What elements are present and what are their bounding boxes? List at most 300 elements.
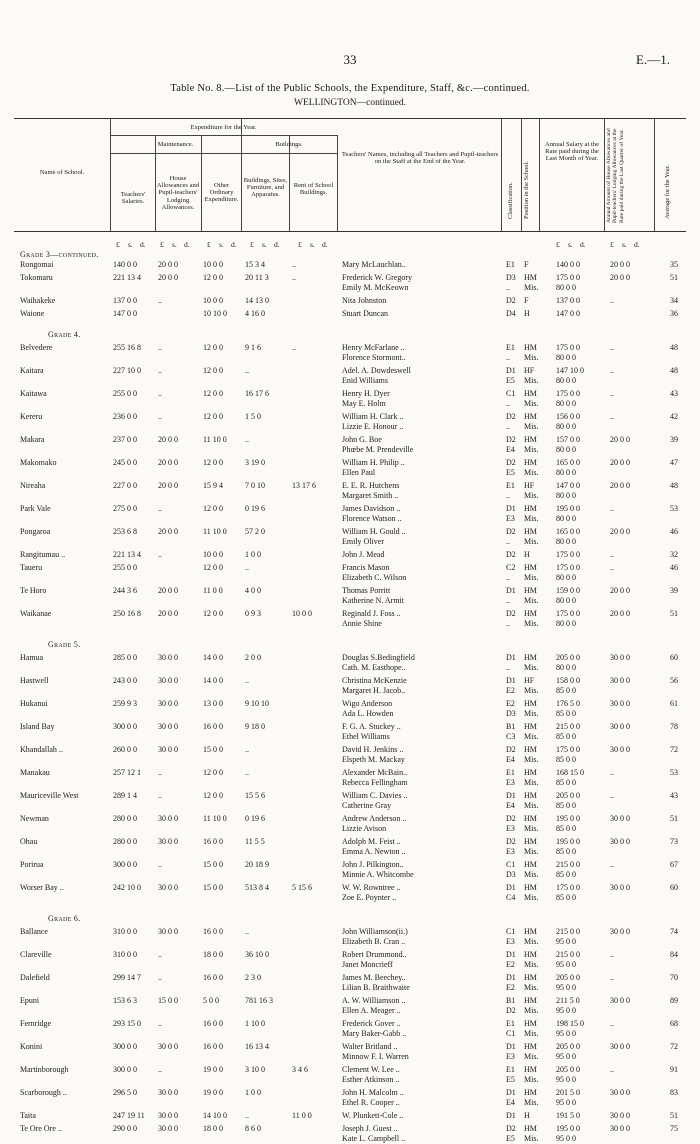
teacher-name: Henry McFarlane .. xyxy=(342,342,405,352)
house-allowance: 20 0 0 xyxy=(158,480,178,490)
school-name: Taita xyxy=(20,1111,36,1120)
classification: C1 xyxy=(506,388,516,398)
position: HM xyxy=(524,744,537,754)
teachers-salary: 255 16 8 xyxy=(113,342,141,352)
teachers-salary: 275 0 0 xyxy=(113,503,137,513)
annual-salary: 95 0 0 xyxy=(556,960,576,970)
teacher-name: Wigo Anderson xyxy=(342,698,393,708)
annual-allowance: 30 0 0 xyxy=(610,721,630,731)
table-title: Table No. 8.—List of the Public Schools, the Expenditure, Staff, &c.—continued. xyxy=(170,83,530,94)
house-allowance: .. xyxy=(158,950,162,959)
position: HM xyxy=(524,434,537,444)
table-row xyxy=(0,893,700,903)
annual-salary-header: Annual Salary at the Rate paid during the Last Month of Year. xyxy=(544,141,599,163)
annual-salary: 137 0 0 xyxy=(556,296,580,305)
other-expenditure: 11 10 0 xyxy=(203,434,227,444)
classification: D4 xyxy=(506,308,516,318)
classification: D2 xyxy=(506,813,516,823)
classification: E3 xyxy=(506,1052,515,1062)
classification: .. xyxy=(506,595,510,605)
classification: E3 xyxy=(506,778,515,787)
average-header: Average for the Year. xyxy=(664,164,671,219)
teacher-name: Margaret Smith .. xyxy=(342,491,399,500)
teachers-salary: 221 13 4 xyxy=(113,273,141,282)
classification: D1 xyxy=(506,882,516,892)
school-name: Waikanae xyxy=(20,608,52,618)
other-expenditure: 15 0 0 xyxy=(203,882,223,892)
annual-salary: 175 0 0 xyxy=(556,562,580,572)
buildings-expenditure: 9 18 0 xyxy=(245,721,265,731)
buildings-expenditure: 57 2 0 xyxy=(245,526,265,536)
annual-salary: 175 0 0 xyxy=(556,882,580,892)
annual-allowance: .. xyxy=(610,562,614,572)
house-allowance: .. xyxy=(158,549,162,559)
table-row xyxy=(0,389,700,399)
position: Mis. xyxy=(524,422,539,431)
annual-salary: 215 0 0 xyxy=(556,721,580,731)
school-name: Dalefield xyxy=(20,973,50,982)
buildings-expenditure: 14 13 0 xyxy=(245,296,269,305)
table-row xyxy=(0,609,700,619)
annual-allowance: 30 0 0 xyxy=(610,675,630,685)
table-row xyxy=(0,768,700,778)
teacher-name: Mary McLauchlan.. xyxy=(342,260,406,270)
average-attendance: 91 xyxy=(670,1065,678,1074)
unit-shilling: s. xyxy=(128,240,133,249)
school-name: Epuni xyxy=(20,996,40,1005)
average-attendance: 42 xyxy=(670,411,678,421)
position: Mis. xyxy=(524,870,539,879)
buildings-expenditure: .. xyxy=(245,434,249,444)
teachers-salary: 280 0 0 xyxy=(113,813,137,823)
classification: D2 xyxy=(506,526,516,536)
average-attendance: 78 xyxy=(670,721,678,731)
house-allowance: .. xyxy=(158,1065,162,1074)
school-name: Rangitumau .. xyxy=(20,549,66,559)
annual-allowance: 30 0 0 xyxy=(610,882,630,892)
other-expenditure: 11 10 0 xyxy=(203,526,227,536)
school-name: Ohau xyxy=(20,836,38,846)
house-allowance: 30 0 0 xyxy=(158,882,178,892)
school-name: Rongomai xyxy=(20,260,54,270)
teacher-name: Elizabeth C. Wilson xyxy=(342,572,407,582)
annual-salary: 85 0 0 xyxy=(556,709,576,718)
school-name: Nireaha xyxy=(20,480,46,490)
annual-salary: 95 0 0 xyxy=(556,983,576,993)
teacher-name: William C. Davies .. xyxy=(342,790,408,800)
other-expenditure: 11 10 0 xyxy=(203,813,227,823)
position: HM xyxy=(524,526,537,536)
annual-allowance: 30 0 0 xyxy=(610,1111,630,1120)
table-row xyxy=(0,586,700,596)
other-expenditure: 12 0 0 xyxy=(203,790,223,800)
average-attendance: 89 xyxy=(670,996,678,1005)
annual-salary: 80 0 0 xyxy=(556,514,576,523)
classification: E2 xyxy=(506,698,515,708)
name-of-school-header: Name of School. xyxy=(39,169,85,176)
table-row xyxy=(0,422,700,432)
house-allowance: 20 0 0 xyxy=(158,260,178,270)
unit-pence: d. xyxy=(322,240,328,249)
annual-salary: 85 0 0 xyxy=(556,732,576,741)
position: Mis. xyxy=(524,353,539,362)
buildings-expenditure: 9 1 6 xyxy=(245,342,261,352)
position: Mis. xyxy=(524,618,539,628)
teachers-salary: 299 14 7 xyxy=(113,973,141,982)
currency-units-row xyxy=(0,240,700,250)
teachers-salary: 260 0 0 xyxy=(113,744,137,754)
classification: .. xyxy=(506,491,510,500)
table-row xyxy=(0,1052,700,1062)
annual-salary: 215 0 0 xyxy=(556,927,580,936)
school-name: Hamua xyxy=(20,652,44,662)
table-row xyxy=(0,412,700,422)
classification: D1 xyxy=(506,973,516,982)
maintenance-header: Maintenance. xyxy=(157,141,194,148)
table-row xyxy=(0,619,700,629)
position: Mis. xyxy=(524,1029,539,1039)
unit-shilling: s. xyxy=(310,240,315,249)
school-name: Belvedere xyxy=(20,342,53,352)
rent-expenditure: 10 0 0 xyxy=(292,608,312,618)
classification: C4 xyxy=(506,893,516,902)
house-allowance: .. xyxy=(158,411,162,421)
table-row xyxy=(0,699,700,709)
average-attendance: 48 xyxy=(670,365,678,375)
table-row xyxy=(0,458,700,468)
classification: D2 xyxy=(506,457,516,467)
house-allowance: .. xyxy=(158,767,162,777)
teachers-salary: 227 10 0 xyxy=(113,365,141,375)
position: Mis. xyxy=(524,283,539,293)
rent-expenditure: 13 17 6 xyxy=(292,480,316,490)
house-allowances-header: House Allowances and Pupil-teachers' Lodging Allowances. xyxy=(156,175,200,211)
teacher-name: Enid Williams xyxy=(342,376,388,385)
teachers-salary: 227 0 0 xyxy=(113,480,137,490)
school-name: Scarborough .. xyxy=(20,1088,67,1097)
position: HM xyxy=(524,973,537,982)
teachers-salary: 259 9 3 xyxy=(113,698,137,708)
classification: .. xyxy=(506,422,510,431)
classification: C3 xyxy=(506,732,516,741)
classification-header: Classification. xyxy=(507,182,514,219)
position: HM xyxy=(524,562,537,572)
average-attendance: 48 xyxy=(670,480,678,490)
teacher-name: Ethel Williams xyxy=(342,732,390,741)
teacher-name: A. W. Williamson .. xyxy=(342,996,406,1005)
classification: .. xyxy=(506,663,510,672)
table-row xyxy=(0,983,700,993)
classification: .. xyxy=(506,399,510,408)
table-row xyxy=(0,527,700,537)
school-name: Te Ore Ore .. xyxy=(20,1123,62,1133)
unit-shilling: s. xyxy=(622,240,627,249)
school-name: Makomako xyxy=(20,457,57,467)
annual-salary: 85 0 0 xyxy=(556,755,576,764)
annual-salary: 95 0 0 xyxy=(556,1075,576,1085)
table-row xyxy=(0,537,700,547)
teachers-salary: 280 0 0 xyxy=(113,836,137,846)
annual-allowance: .. xyxy=(610,549,614,559)
teacher-name: Lizzie E. Honour .. xyxy=(342,422,404,431)
annual-salary: 80 0 0 xyxy=(556,663,576,672)
position: HM xyxy=(524,342,537,352)
annual-salary: 85 0 0 xyxy=(556,847,576,856)
classification: D3 xyxy=(506,870,516,879)
teacher-name: Minnow F. I. Warren xyxy=(342,1052,409,1062)
classification: B1 xyxy=(506,721,516,731)
school-name: Te Horo xyxy=(20,585,47,595)
position: Mis. xyxy=(524,960,539,970)
buildings-expenditure: .. xyxy=(245,767,249,777)
classification: E3 xyxy=(506,937,515,947)
annual-salary: 165 0 0 xyxy=(556,457,580,467)
buildings-expenditure: .. xyxy=(245,927,249,936)
table-row xyxy=(0,563,700,573)
table-row xyxy=(0,950,700,960)
classification: E2 xyxy=(506,960,515,970)
other-expenditure: 15 0 0 xyxy=(203,859,223,869)
classification: D1 xyxy=(506,675,516,685)
teachers-salary: 257 12 1 xyxy=(113,767,141,777)
classification: D1 xyxy=(506,585,516,595)
classification: D2 xyxy=(506,744,516,754)
teacher-name: Walter Britland .. xyxy=(342,1042,398,1051)
annual-salary: 80 0 0 xyxy=(556,468,576,477)
document-reference: E.—1. xyxy=(636,52,670,67)
teacher-name: John J. Mead xyxy=(342,549,385,559)
average-attendance: 48 xyxy=(670,342,678,352)
table-row xyxy=(0,445,700,455)
teacher-name: Andrew Anderson .. xyxy=(342,813,407,823)
other-expenditure: 12 0 0 xyxy=(203,342,223,352)
annual-allowance: 20 0 0 xyxy=(610,260,630,270)
average-attendance: 75 xyxy=(670,1123,678,1133)
other-expenditure: 10 0 0 xyxy=(203,549,223,559)
school-name: Khandallah .. xyxy=(20,744,63,754)
table-row xyxy=(0,663,700,673)
table-row xyxy=(0,399,700,409)
house-allowance: 30 0 0 xyxy=(158,813,178,823)
annual-salary: 195 0 0 xyxy=(556,1123,580,1133)
buildings-expenditure: 9 10 10 xyxy=(245,698,269,708)
teacher-name: Adel. A. Dowdeswell xyxy=(342,365,411,375)
house-allowance: .. xyxy=(158,859,162,869)
classification: D1 xyxy=(506,950,516,959)
classification: E4 xyxy=(506,445,515,454)
teacher-name: Clement W. Lee .. xyxy=(342,1065,400,1074)
school-name: Island Bay xyxy=(20,721,55,731)
average-attendance: 70 xyxy=(670,973,678,982)
teachers-salary: 255 0 0 xyxy=(113,562,137,572)
annual-allowance: .. xyxy=(610,411,614,421)
buildings-expenditure: 20 18 9 xyxy=(245,859,269,869)
teachers-salary: 285 0 0 xyxy=(113,652,137,662)
school-name: Kaitawa xyxy=(20,388,47,398)
table-row xyxy=(0,1065,700,1075)
teachers-salary: 290 0 0 xyxy=(113,1123,137,1133)
grade-heading-row xyxy=(0,640,700,650)
teachers-salary: 243 0 0 xyxy=(113,675,137,685)
teacher-name: Annie Shine xyxy=(342,618,382,628)
buildings-expenditure: .. xyxy=(245,1111,249,1120)
average-attendance: 46 xyxy=(670,562,678,572)
house-allowance: .. xyxy=(158,973,162,982)
grade-heading: Grade 5. xyxy=(48,639,81,649)
teacher-name: Cath. M. Easthope.. xyxy=(342,663,406,672)
classification: E1 xyxy=(506,480,515,490)
table-row xyxy=(0,996,700,1006)
annual-allowance: 30 0 0 xyxy=(610,836,630,846)
other-expenditure: 14 10 0 xyxy=(203,1111,227,1120)
table-row xyxy=(0,801,700,811)
other-expenditure: 16 0 0 xyxy=(203,973,223,982)
table-row xyxy=(0,283,700,293)
classification: E4 xyxy=(506,755,515,764)
other-expenditure: 12 0 0 xyxy=(203,767,223,777)
position: H xyxy=(524,308,530,318)
annual-salary: 201 5 0 xyxy=(556,1088,580,1097)
annual-amount-header: Annual Amount of House Allowances and Pupil-teachers' Lodging Allowances at the Rate paid during the Last Quarter of Year. xyxy=(606,128,625,223)
teachers-names-header: Teachers' Names, including all Teachers and Pupil-teachers on the Staff at the End of the Year. xyxy=(341,151,499,166)
table-row xyxy=(0,366,700,376)
position: Mis. xyxy=(524,755,539,764)
position: Mis. xyxy=(524,1006,539,1016)
position: HM xyxy=(524,698,537,708)
annual-salary: 80 0 0 xyxy=(556,422,576,431)
table-row xyxy=(0,860,700,870)
annual-allowance: 20 0 0 xyxy=(610,585,630,595)
position: HM xyxy=(524,767,537,777)
teacher-name: Ethel R. Cooper .. xyxy=(342,1098,400,1108)
average-attendance: 34 xyxy=(670,296,678,305)
teachers-salary: 242 10 0 xyxy=(113,882,141,892)
school-name: Hukanui xyxy=(20,698,48,708)
table-row xyxy=(0,296,700,306)
table-row xyxy=(0,504,700,514)
other-expenditure: 12 0 0 xyxy=(203,388,223,398)
school-name: Fernridge xyxy=(20,1019,52,1028)
school-name: Taueru xyxy=(20,562,43,572)
rent-expenditure: 11 0 0 xyxy=(292,1111,312,1120)
school-name: Konini xyxy=(20,1042,43,1051)
teacher-name: Frederick Gover .. xyxy=(342,1019,401,1028)
rent-expenditure: .. xyxy=(292,342,296,352)
table-row xyxy=(0,1088,700,1098)
school-name: Park Vale xyxy=(20,503,51,513)
position: Mis. xyxy=(524,595,539,605)
teachers-salary: 289 1 4 xyxy=(113,790,137,800)
position: HM xyxy=(524,836,537,846)
teachers-salary: 236 0 0 xyxy=(113,411,137,421)
average-attendance: 32 xyxy=(670,549,678,559)
buildings-sites-header: Buildings, Sites, Furniture, and Apparatus. xyxy=(243,177,288,199)
unit-pound: £ xyxy=(250,240,254,249)
teacher-name: Janet Moncrieff xyxy=(342,960,393,970)
annual-salary: 80 0 0 xyxy=(556,537,576,546)
teacher-name: Frederick W. Gregory xyxy=(342,273,412,282)
teacher-name: Emma A. Newton .. xyxy=(342,847,406,856)
buildings-expenditure: 15 3 4 xyxy=(245,260,265,270)
position: HM xyxy=(524,790,537,800)
teachers-salary: 250 16 8 xyxy=(113,608,141,618)
annual-salary: 205 0 0 xyxy=(556,1042,580,1051)
other-expenditure: 19 0 0 xyxy=(203,1088,223,1097)
average-attendance: 67 xyxy=(670,859,678,869)
table-row xyxy=(0,791,700,801)
annual-allowance: 20 0 0 xyxy=(610,480,630,490)
unit-pound: £ xyxy=(116,240,120,249)
buildings-expenditure: 16 17 6 xyxy=(245,388,269,398)
position: Mis. xyxy=(524,537,539,546)
annual-allowance: 30 0 0 xyxy=(610,996,630,1005)
position: HM xyxy=(524,882,537,892)
table-row xyxy=(0,435,700,445)
classification: D1 xyxy=(506,503,516,513)
table-row xyxy=(0,273,700,283)
average-attendance: 56 xyxy=(670,675,678,685)
teachers-salary: 300 0 0 xyxy=(113,721,137,731)
teachers-salary: 247 19 11 xyxy=(113,1111,145,1120)
classification: E3 xyxy=(506,824,515,833)
annual-allowance: .. xyxy=(610,1019,614,1028)
teacher-name: Emily Oliver xyxy=(342,537,384,546)
classification: E5 xyxy=(506,376,515,385)
classification: D2 xyxy=(506,411,516,421)
school-name: Waione xyxy=(20,308,45,318)
unit-pound: £ xyxy=(298,240,302,249)
table-row xyxy=(0,709,700,719)
teacher-name: James M. Beechey.. xyxy=(342,973,406,982)
classification: D1 xyxy=(506,1111,516,1120)
average-attendance: 68 xyxy=(670,1019,678,1028)
teacher-name: Florence Watson .. xyxy=(342,514,402,523)
buildings-expenditure: 0 9 3 xyxy=(245,608,261,618)
position: Mis. xyxy=(524,732,539,741)
table-row xyxy=(0,1111,700,1121)
school-name: Makara xyxy=(20,434,45,444)
other-expenditure: 16 0 0 xyxy=(203,927,223,936)
teachers-salary: 153 6 3 xyxy=(113,996,137,1005)
other-expenditure: 15 9 4 xyxy=(203,480,223,490)
classification: C2 xyxy=(506,562,516,572)
teacher-name: Joseph J. Guest .. xyxy=(342,1123,398,1133)
teacher-name: Mary Baker-Gabb .. xyxy=(342,1029,407,1039)
annual-salary: 95 0 0 xyxy=(556,1098,576,1108)
school-name: Newman xyxy=(20,813,49,823)
annual-salary: 147 0 0 xyxy=(556,308,580,318)
annual-salary: 95 0 0 xyxy=(556,1029,576,1039)
teacher-name: Phœbe M. Prendeville xyxy=(342,445,414,454)
classification: D2 xyxy=(506,549,516,559)
school-name: Hastwell xyxy=(20,675,49,685)
other-expenditure: 14 0 0 xyxy=(203,652,223,662)
classification: D1 xyxy=(506,1088,516,1097)
school-name: Ballance xyxy=(20,927,48,936)
position: Mis. xyxy=(524,1098,539,1108)
teacher-name: Catherine Gray xyxy=(342,801,392,810)
school-name: Martinborough xyxy=(20,1065,69,1074)
annual-salary: 205 0 0 xyxy=(556,790,580,800)
position: Mis. xyxy=(524,376,539,385)
average-attendance: 47 xyxy=(670,457,678,467)
table-row xyxy=(0,755,700,765)
buildings-header: Buildings. xyxy=(275,141,303,148)
annual-allowance: 30 0 0 xyxy=(610,1123,630,1133)
position: HM xyxy=(524,813,537,823)
teacher-name: Francis Mason xyxy=(342,562,390,572)
classification: .. xyxy=(506,353,510,362)
